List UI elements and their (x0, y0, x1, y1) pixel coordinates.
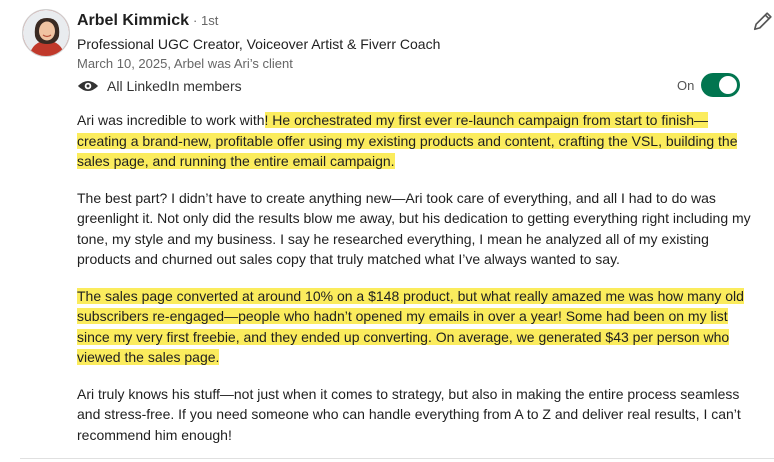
toggle-knob (719, 76, 737, 94)
paragraph-3-highlight: The sales page converted at around 10% on a $148 product, but what really amazed me was how many old subscribers re-engaged—people who hadn’t opened my emails in over a year! Some had been on my list since my very first freebie, and they ended up converting. On average, we generated $43 per person who viewed the sales page. (77, 287, 744, 365)
paragraph-3 (77, 286, 757, 368)
visibility-toggle[interactable] (701, 73, 740, 97)
recommender-name-row (77, 11, 218, 31)
connection-degree: · 1st (193, 13, 219, 28)
paragraph-1 (77, 110, 757, 172)
recommendation-meta: March 10, 2025, Arbel was Ari’s client (77, 56, 293, 71)
divider (20, 458, 774, 459)
avatar[interactable] (22, 9, 70, 57)
visibility-label: All LinkedIn members (107, 78, 242, 94)
paragraph-1-plain: Ari was incredible to work with (77, 112, 265, 128)
paragraph-4: Ari truly knows his stuff—not just when it comes to strategy, but also in making the entire process seamless and stress-free. If you need someone who can handle everything from A to Z and deliver real results, I can’t recommend him enough! (77, 385, 741, 443)
recommender-headline: Professional UGC Creator, Voiceover Artist & Fiverr Coach (77, 36, 441, 52)
toggle-state-label: On (677, 78, 695, 93)
avatar-portrait-icon (23, 10, 70, 57)
recommendation-text (77, 110, 757, 461)
paragraph-2: The best part? I didn’t have to create anything new—Ari took care of everything, and all I had to do was greenlight it. Not only did the results blow me away, but his dedication to getting everything right including my tone, my style and my business. I say he researched everything, I mean he analyzed all of my existing products and churned out sales copy that truly matched what I’ve always wanted to say. (77, 189, 751, 267)
visibility-row (77, 76, 242, 96)
pencil-icon[interactable] (752, 10, 774, 32)
paragraph-1-highlight: ! He orchestrated my first ever re-launch campaign from start to finish—creating a brand-new, profitable offer using my existing products and content, crafting the VSL, building the sales page, and running the entire email campaign. (77, 112, 738, 169)
eye-icon (77, 78, 99, 94)
recommender-name[interactable]: Arbel Kimmick (77, 12, 190, 29)
